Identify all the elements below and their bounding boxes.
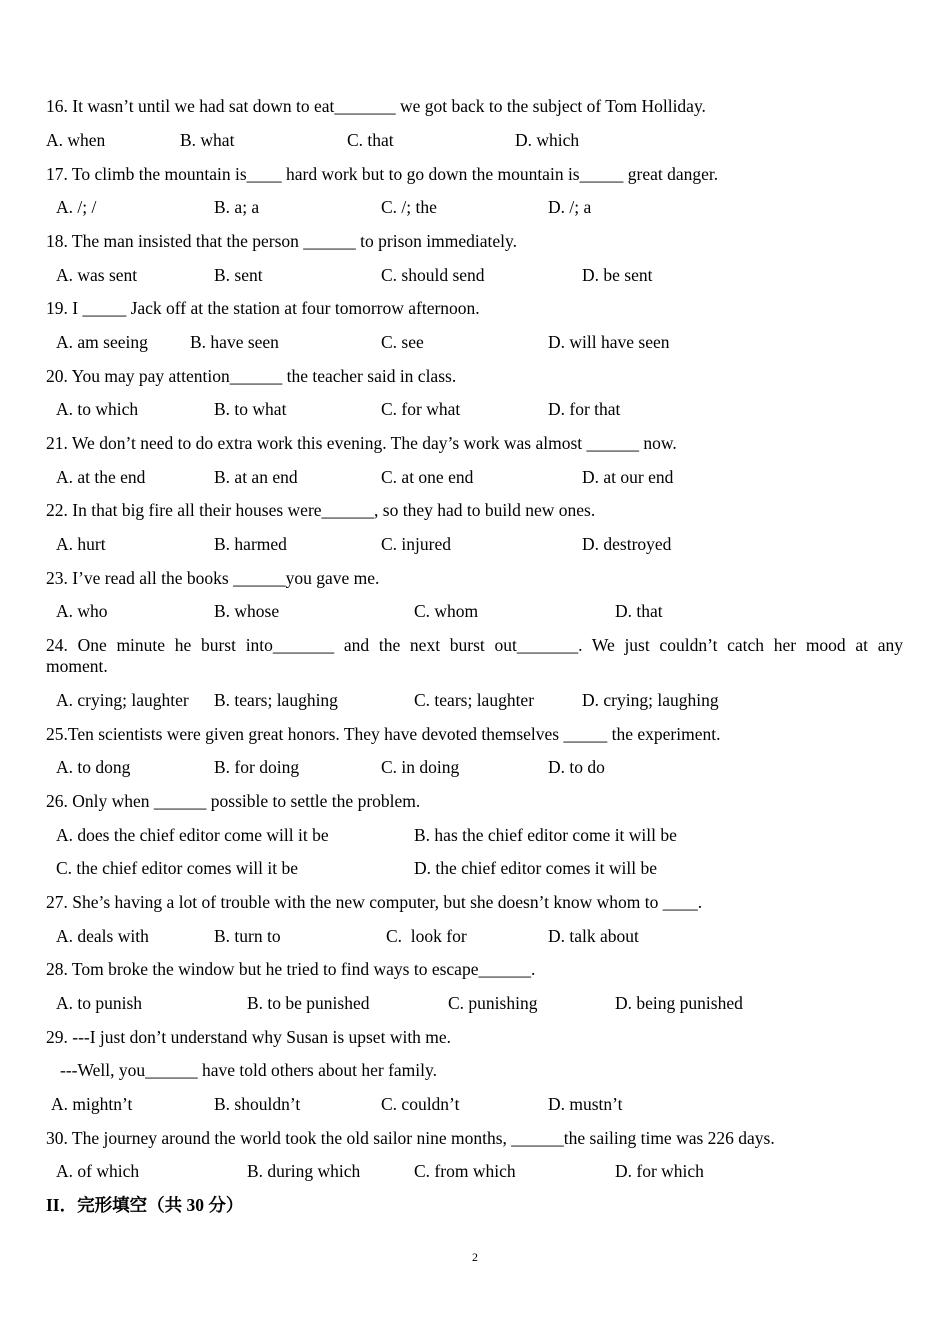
section-title-cloze: II．完形填空（共 30 分） [46, 1195, 244, 1215]
question-23-option-b: B. whose [214, 601, 280, 621]
question-22-option-d: D. destroyed [582, 534, 672, 554]
question-17-stem: 17. To climb the mountain is____ hard work but to go down the mountain is_____ great danger. [46, 164, 719, 184]
question-17-option-c: C. /; the [381, 197, 437, 217]
question-28-option-c: C. punishing [448, 993, 538, 1013]
question-22-option-a: A. hurt [56, 534, 106, 554]
question-22-option-c: C. injured [381, 534, 451, 554]
question-17-option-d: D. /; a [548, 197, 592, 217]
question-22-option-b: B. harmed [214, 534, 287, 554]
question-29-option-a: A. mightn’t [51, 1094, 133, 1114]
question-28-option-d: D. being punished [615, 993, 743, 1013]
question-26-option-c: C. the chief editor comes will it be [56, 858, 299, 878]
question-17-option-a: A. /; / [56, 197, 97, 217]
question-16-option-a: A. when [46, 130, 106, 150]
question-26-stem: 26. Only when ______ possible to settle the problem. [46, 791, 421, 811]
question-26-option-a: A. does the chief editor come will it be [56, 825, 329, 845]
question-16-option-d: D. which [515, 130, 580, 150]
question-22-stem: 22. In that big fire all their houses were______, so they had to build new ones. [46, 500, 596, 520]
question-21-option-d: D. at our end [582, 467, 674, 487]
question-23-option-d: D. that [615, 601, 663, 621]
question-23-option-a: A. who [56, 601, 108, 621]
question-21-option-a: A. at the end [56, 467, 146, 487]
question-23-stem: 23. I’ve read all the books ______you gave me. [46, 568, 380, 588]
page-number: 2 [472, 1250, 478, 1264]
question-16-stem: 16. It wasn’t until we had sat down to eat_______ we got back to the subject of Tom Holliday. [46, 96, 706, 116]
question-29-stem-line-1: 29. ---I just don’t understand why Susan is upset with me. [46, 1027, 452, 1047]
question-27-option-b: B. turn to [214, 926, 281, 946]
question-16-option-b: B. what [180, 130, 235, 150]
question-24-stem-line-2: moment. [46, 656, 108, 676]
question-19-stem: 19. I _____ Jack off at the station at four tomorrow afternoon. [46, 298, 480, 318]
question-29-option-c: C. couldn’t [381, 1094, 460, 1114]
question-24-option-d: D. crying; laughing [582, 690, 719, 710]
question-30-option-b: B. during which [247, 1161, 361, 1181]
question-21-stem: 21. We don’t need to do extra work this evening. The day’s work was almost ______ now. [46, 433, 677, 453]
question-30-stem: 30. The journey around the world took the old sailor nine months, ______the sailing time was 226 days. [46, 1128, 775, 1148]
question-19-option-c: C. see [381, 332, 424, 352]
question-26-option-d: D. the chief editor comes it will be [414, 858, 657, 878]
question-21-option-b: B. at an end [214, 467, 298, 487]
question-18-option-d: D. be sent [582, 265, 653, 285]
question-21-option-c: C. at one end [381, 467, 474, 487]
question-17-option-b: B. a; a [214, 197, 260, 217]
question-24-option-b: B. tears; laughing [214, 690, 338, 710]
question-23-option-c: C. whom [414, 601, 479, 621]
question-26-option-b: B. has the chief editor come it will be [414, 825, 677, 845]
question-27-option-c: C. look for [386, 926, 467, 946]
question-29-option-b: B. shouldn’t [214, 1094, 301, 1114]
question-19-option-d: D. will have seen [548, 332, 670, 352]
question-25-option-c: C. in doing [381, 757, 460, 777]
question-27-stem: 27. She’s having a lot of trouble with the new computer, but she doesn’t know whom to ____. [46, 892, 703, 912]
question-24-option-a: A. crying; laughter [56, 690, 189, 710]
question-25-option-d: D. to do [548, 757, 605, 777]
question-29-option-d: D. mustn’t [548, 1094, 623, 1114]
question-19-option-a: A. am seeing [56, 332, 148, 352]
question-30-option-d: D. for which [615, 1161, 704, 1181]
question-29-stem-line-2: ---Well, you______ have told others about her family. [60, 1060, 438, 1080]
question-24-option-c: C. tears; laughter [414, 690, 535, 710]
question-16-option-c: C. that [347, 130, 394, 150]
question-20-stem: 20. You may pay attention______ the teacher said in class. [46, 366, 457, 386]
question-18-stem: 18. The man insisted that the person ______ to prison immediately. [46, 231, 517, 251]
question-19-option-b: B. have seen [190, 332, 279, 352]
question-27-option-a: A. deals with [56, 926, 149, 946]
question-28-option-a: A. to punish [56, 993, 143, 1013]
question-28-option-b: B. to be punished [247, 993, 370, 1013]
question-18-option-c: C. should send [381, 265, 485, 285]
question-25-stem: 25.Ten scientists were given great honors. They have devoted themselves _____ the experiment. [46, 724, 721, 744]
question-30-option-c: C. from which [414, 1161, 516, 1181]
question-27-option-d: D. talk about [548, 926, 639, 946]
question-20-option-c: C. for what [381, 399, 461, 419]
question-18-option-a: A. was sent [56, 265, 138, 285]
question-25-option-b: B. for doing [214, 757, 300, 777]
question-20-option-a: A. to which [56, 399, 139, 419]
question-18-option-b: B. sent [214, 265, 263, 285]
question-20-option-b: B. to what [214, 399, 287, 419]
question-20-option-d: D. for that [548, 399, 621, 419]
question-30-option-a: A. of which [56, 1161, 140, 1181]
question-24-stem-line-1: 24. One minute he burst into_______ and the next burst out_______. We just couldn’t catch her mood at any [46, 635, 903, 655]
question-28-stem: 28. Tom broke the window but he tried to find ways to escape______. [46, 959, 536, 979]
question-25-option-a: A. to dong [56, 757, 131, 777]
